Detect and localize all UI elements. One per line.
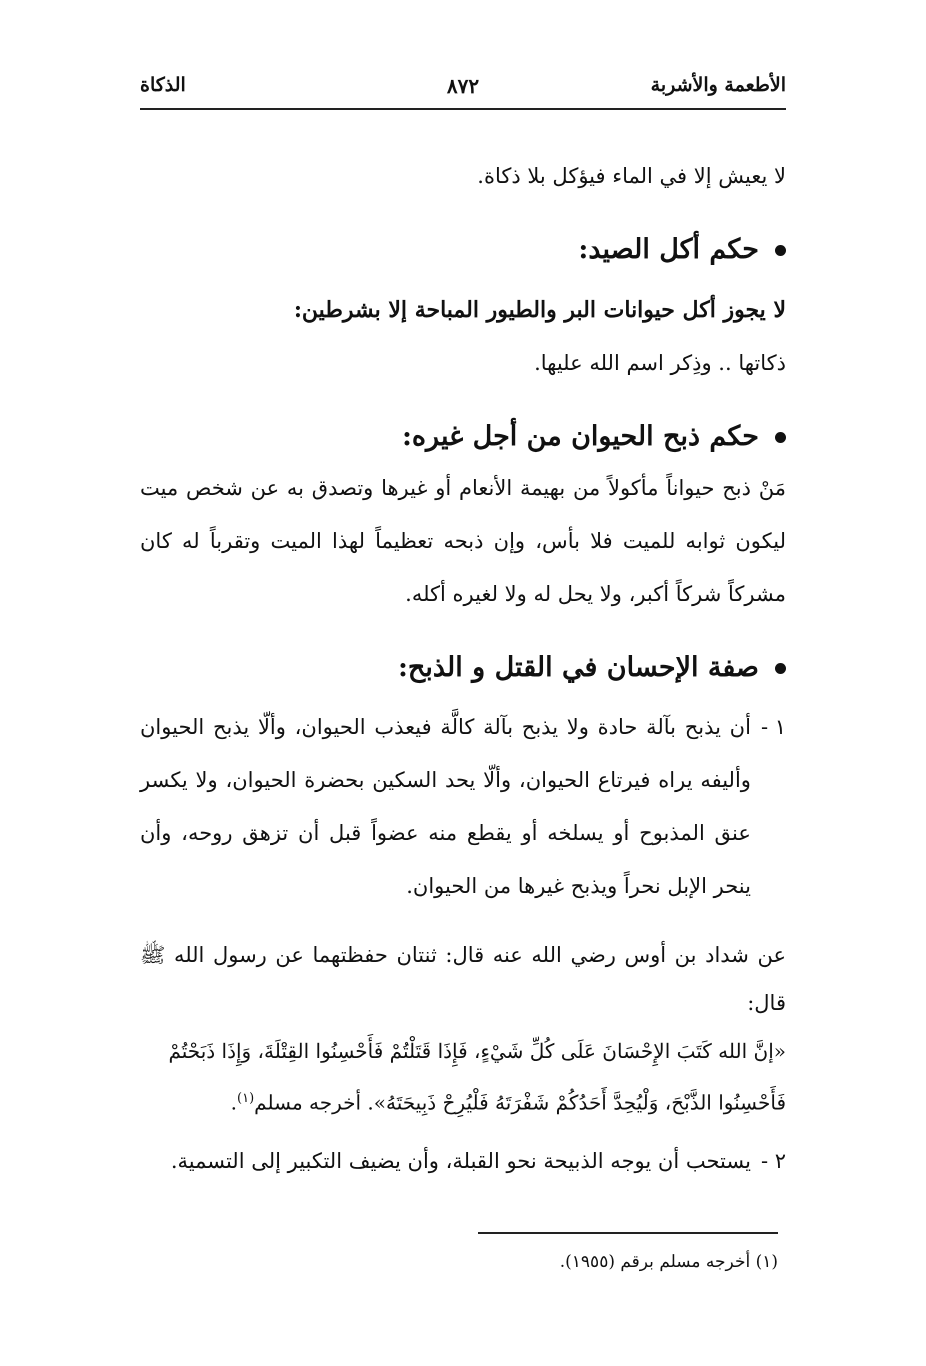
section-title: صفة الإحسان في القتل و الذبح: <box>397 652 759 683</box>
header-book-title: الأطعمة والأشربة <box>650 74 786 96</box>
hadith-end-punctuation: . <box>230 1090 238 1115</box>
section-heading-hunting <box>140 225 786 275</box>
hadith-quote-line-1: «إنَّ الله كَتَبَ الإِحْسَانَ عَلَى كُلِّ شَيْءٍ، فَإِذَا قَتَلْتُمْ فَأَحْسِنُوا القِتْلَةَ، وَإِذَا ذَبَحْتُمْ <box>168 1039 786 1063</box>
bullet-icon <box>775 245 786 256</box>
section-paragraph: مَنْ ذبح حيواناً مأكولاً من بهيمة الأنعام أو غيرها وتصدق به عن شخص ميت ليكون ثوابه للميت فلا بأس، وإن ذبحه تعظيماً لهذا الميت وتقرباً له كان مشركاً شركاً أكبر، ولا يحل له ولا لغيره أكله. <box>140 476 786 606</box>
footnote: (١) أخرجه مسلم برقم (١٩٥٥). <box>559 1252 778 1272</box>
section-paragraph: ذكاتها .. وذِكر اسم الله عليها. <box>534 351 786 375</box>
section-title: حكم أكل الصيد: <box>578 234 759 265</box>
item-text: أن يذبح بآلة حادة ولا يذبح بآلة كالَّة فيعذب الحيوان، وألّا يذبح الحيوان وأليفه يراه فيرتاع الحيوان، وألّا يحد السكين بحضرة الحيوان، ولا يكسر عنق المذبوح أو يسلخه أو يقطع منه عضواً قبل أن تزهق روحه، وأن ينحر الإبل نحراً ويذبح غيرها من الحيوان. <box>140 715 751 898</box>
section-title: حكم ذبح الحيوان من أجل غيره: <box>401 421 759 452</box>
running-header <box>140 70 786 110</box>
section-subtitle: لا يجوز أكل حيوانات البر والطيور المباحة إلا بشرطين: <box>293 297 786 323</box>
item-text: يستحب أن يوجه الذبيحة نحو القبلة، وأن يضيف التكبير إلى التسمية. <box>170 1148 751 1173</box>
page-number: ٨٧٢ <box>446 74 480 98</box>
section-heading-ihsan <box>140 643 786 693</box>
hadith-quote-text: فَأَحْسِنُوا الذَّبْحَ، وَلْيُحِدَّ أَحَدُكُمْ شَفْرَتَهُ فَلْيُرِحْ ذَبِيحَتَهُ». أخرجه مسلم <box>254 1090 786 1115</box>
intro-paragraph: لا يعيش إلا في الماء فيؤكل بلا ذكاة. <box>477 164 786 188</box>
item-number: ٢ - <box>760 1148 786 1173</box>
section-heading-slaughter-for-others <box>140 412 786 462</box>
hadith-quote-line-2 <box>140 1075 786 1127</box>
bullet-icon <box>775 432 786 443</box>
page-content <box>140 150 786 1188</box>
hadith-intro: عن شداد بن أوس رضي الله عنه قال: ثنتان حفظتهما عن رسول الله ﷺ قال: <box>140 943 786 1015</box>
hadith-block <box>140 931 786 1127</box>
numbered-item-1 <box>140 701 786 913</box>
header-chapter-title: الذكاة <box>140 74 186 96</box>
bullet-icon <box>775 663 786 674</box>
footnote-divider <box>478 1232 778 1234</box>
numbered-item-2 <box>140 1135 786 1188</box>
footnote-reference: (١) <box>237 1091 255 1106</box>
item-number: ١ - <box>760 715 786 739</box>
